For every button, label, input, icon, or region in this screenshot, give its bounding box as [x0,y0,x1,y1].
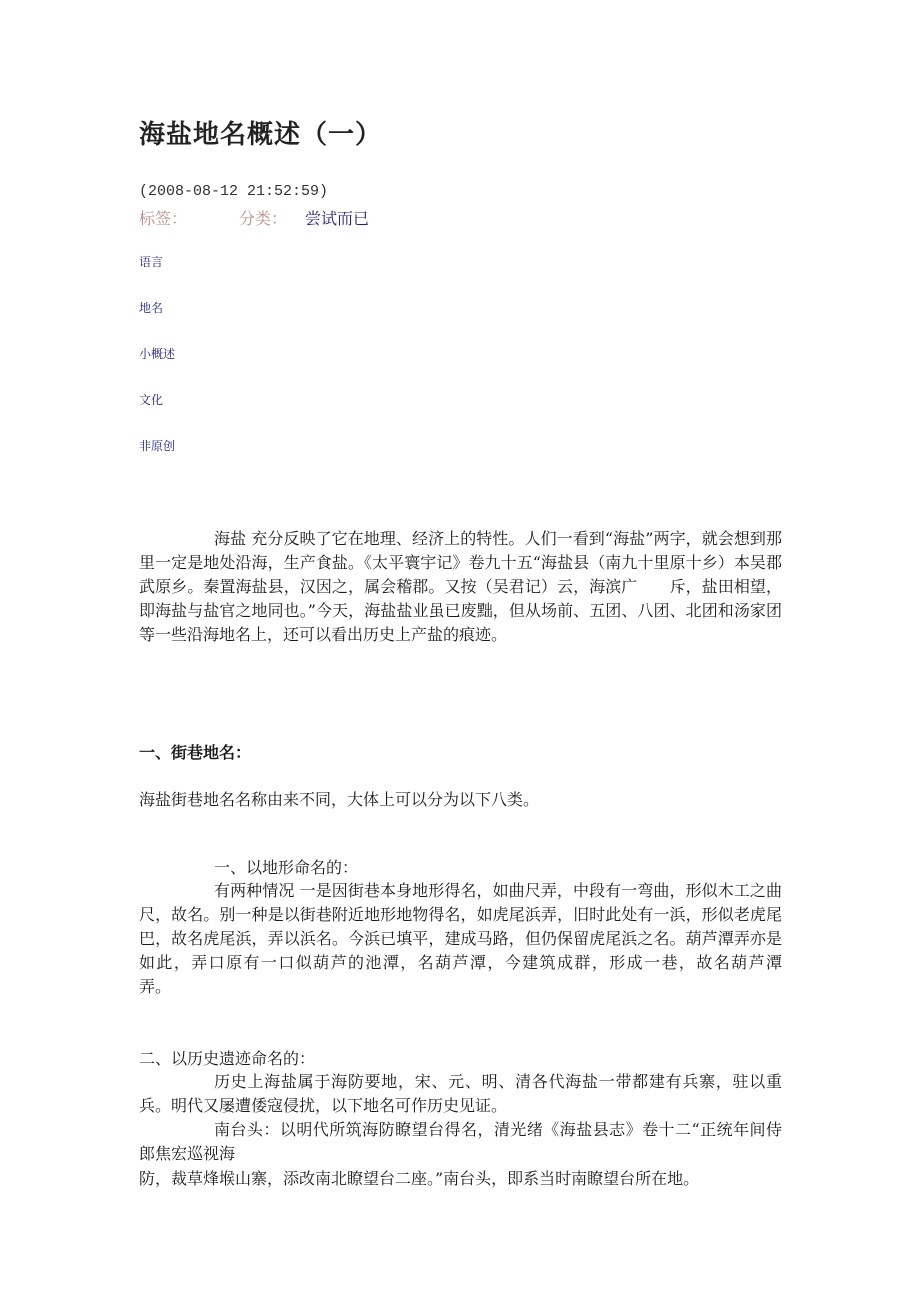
category-label: 分类： [239,209,288,228]
section-heading: 一、街巷地名： [139,743,252,762]
tags-label: 标签： [139,209,188,228]
intro-paragraph: 海盐 充分反映了它在地理、经济上的特性。人们一看到“海盐”两字，就会想到那里一定是地处沿海，生产食盐。《太平寰宇记》卷九十五“海盐县（南九十里原十乡）本吴郡武原乡。秦置海盐县，汉因之，属会稽郡。又按（吴君记）云，海滨广 斥，盐田相望，即海盐与盐官之地同也。”今天，海盐盐业虽已废黜，但从场前、五团、八团、北团和汤家团等一些沿海地名上，还可以看出历史上产盐的痕迹。 [139,529,782,644]
section-intro: 海盐街巷地名名称由来不同，大体上可以分为以下八类。 [139,790,540,809]
meta-row [139,206,369,229]
tag-link[interactable]: 小概述 [139,347,176,361]
tag-link[interactable]: 文化 [139,393,164,407]
tag-link[interactable]: 语言 [139,255,164,269]
tag-link[interactable]: 非原创 [139,439,176,453]
post-date: (2008-08-12 21:52:59) [139,183,329,200]
subsection-paragraph-continued: 防，裁草烽堠山寨，添改南北瞭望台二座。”南台头，即系当时南瞭望台所在地。 [139,1169,700,1188]
tag-list [139,253,175,483]
subsection-paragraph: 南台头：以明代所筑海防瞭望台得名，清光绪《海盐县志》卷十二“正统年间侍郎焦宏巡视海 [139,1120,782,1163]
subsection-title: 一、以地形命名的： [214,858,359,877]
tag-link[interactable]: 地名 [139,301,164,315]
subsection-paragraph: 有两种情况 一是因街巷本身地形得名，如曲尺弄，中段有一弯曲，形似木工之曲 尺，故名。别一种是以街巷附近地形地物得名，如虎尾浜弄，旧时此处有一浜，形似老虎尾巴，故名虎尾浜，弄以浜名。今浜已填平，建成马路，但仍保留虎尾浜之名。葫芦潭弄亦是如此，弄口原有一口似葫芦的池潭，名葫芦潭，今建筑成群，形成一巷，故名葫芦潭 弄。 [139,881,815,996]
subsection-paragraph: 历史上海盐属于海防要地，宋、元、明、清各代海盐一带都建有兵寨，驻以重 兵。明代又屡遭倭寇侵扰，以下地名可作历史见证。 [139,1072,815,1115]
subsection-title: 二、以历史遗迹命名的： [139,1049,316,1068]
category-link[interactable]: 尝试而已 [305,209,370,228]
article-title: 海盐地名概述（一） [139,120,383,150]
